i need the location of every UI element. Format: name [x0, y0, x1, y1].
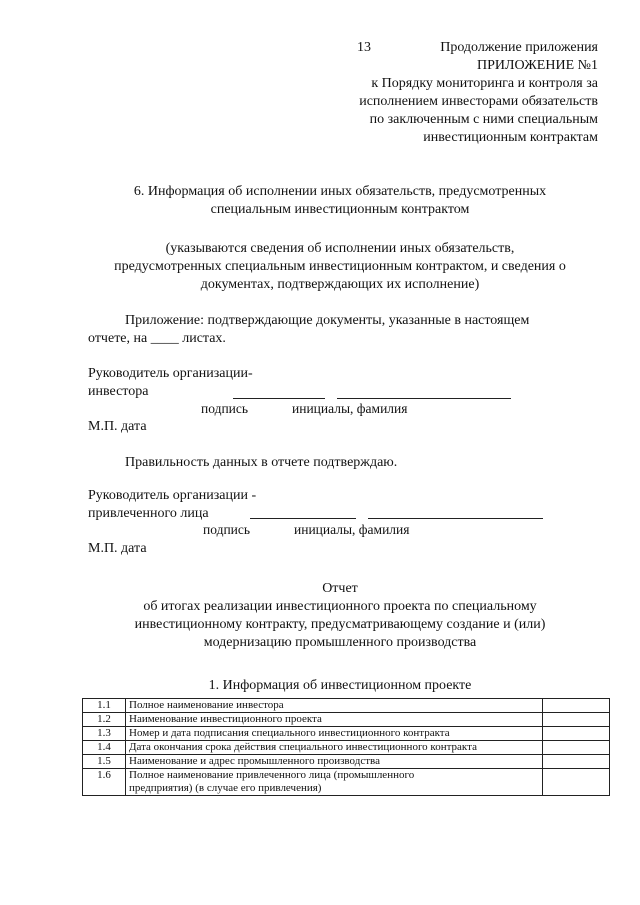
appendix-title: ПРИЛОЖЕНИЕ №1: [477, 58, 598, 73]
investor-signature-caption: подпись: [201, 401, 249, 416]
report-subtitle-line-1: об итогах реализации инвестиционного проекта по специальному: [143, 599, 537, 614]
row-value-cell[interactable]: [543, 755, 610, 769]
row-value-cell[interactable]: [543, 769, 610, 796]
section6-note-line-2: предусмотренных специальным инвестиционным контрактом, и сведения о: [114, 259, 566, 274]
table-row: [83, 713, 610, 727]
table-row: [83, 741, 610, 755]
table-row: [83, 769, 610, 796]
engaged-head-line-1: Руководитель организации -: [88, 488, 257, 503]
report-subtitle-line-3: модернизацию промышленного производства: [203, 635, 477, 650]
page-number: 13: [357, 40, 371, 55]
row-label: Полное наименование инвестора: [126, 699, 543, 713]
row-label: Наименование и адрес промышленного производства: [126, 755, 543, 769]
attachment-line-2: отчете, на ____ листах.: [88, 331, 226, 346]
engaged-signature-line: [250, 518, 356, 519]
investor-signature-line: [233, 398, 325, 399]
investor-stamp-date: М.П. дата: [88, 419, 147, 434]
attachment-line-1: Приложение: подтверждающие документы, указанные в настоящем: [125, 313, 530, 328]
engaged-stamp-date: М.П. дата: [88, 541, 147, 556]
investor-name-caption: инициалы, фамилия: [292, 401, 408, 416]
row-number: 1.3: [83, 727, 126, 741]
row-number: 1.4: [83, 741, 126, 755]
engaged-head-line-2: привлеченного лица: [88, 506, 209, 521]
row-number: 1.1: [83, 699, 126, 713]
report-title: Отчет: [322, 581, 358, 596]
row-value-cell[interactable]: [543, 741, 610, 755]
section6-title-line-1: 6. Информация об исполнении иных обязательств, предусмотренных: [133, 184, 547, 199]
investor-name-line: [337, 398, 511, 399]
section6-note-line-1: (указываются сведения об исполнении иных обязательств,: [165, 241, 515, 256]
confirm-statement: Правильность данных в отчете подтверждаю.: [125, 455, 398, 470]
row-value-cell[interactable]: [543, 727, 610, 741]
engaged-name-line: [368, 518, 543, 519]
row-label: Полное наименование привлеченного лица (промышленного предприятия) (в случае его привлечения): [126, 769, 543, 796]
header-line-1: к Порядку мониторинга и контроля за: [371, 76, 598, 91]
engaged-signature-caption: подпись: [203, 522, 251, 537]
row-label: Дата окончания срока действия специального инвестиционного контракта: [126, 741, 543, 755]
row-label: Наименование инвестиционного проекта: [126, 713, 543, 727]
investor-head-line-2: инвестора: [88, 384, 149, 399]
row-number: 1.5: [83, 755, 126, 769]
project-info-table: [82, 698, 610, 796]
continuation-label: Продолжение приложения: [440, 40, 598, 55]
report-subtitle-line-2: инвестиционному контракту, предусматривающему создание и (или): [134, 617, 546, 632]
section6-note-line-3: документах, подтверждающих их исполнение): [200, 277, 480, 292]
row-value-cell[interactable]: [543, 713, 610, 727]
row-value-cell[interactable]: [543, 699, 610, 713]
engaged-name-caption: инициалы, фамилия: [294, 522, 410, 537]
header-line-2: исполнением инвесторами обязательств: [359, 94, 598, 109]
row-number: 1.2: [83, 713, 126, 727]
investor-head-line-1: Руководитель организации-: [88, 366, 253, 381]
section1-title: 1. Информация об инвестиционном проекте: [208, 678, 472, 693]
table-row: [83, 727, 610, 741]
table-row: [83, 699, 610, 713]
row-number: 1.6: [83, 769, 126, 796]
header-line-3: по заключенным с ними специальным: [369, 112, 598, 127]
header-line-4: инвестиционным контрактам: [423, 130, 598, 145]
row-label: Номер и дата подписания специального инвестиционного контракта: [126, 727, 543, 741]
table-row: [83, 755, 610, 769]
section6-title-line-2: специальным инвестиционным контрактом: [210, 202, 470, 217]
